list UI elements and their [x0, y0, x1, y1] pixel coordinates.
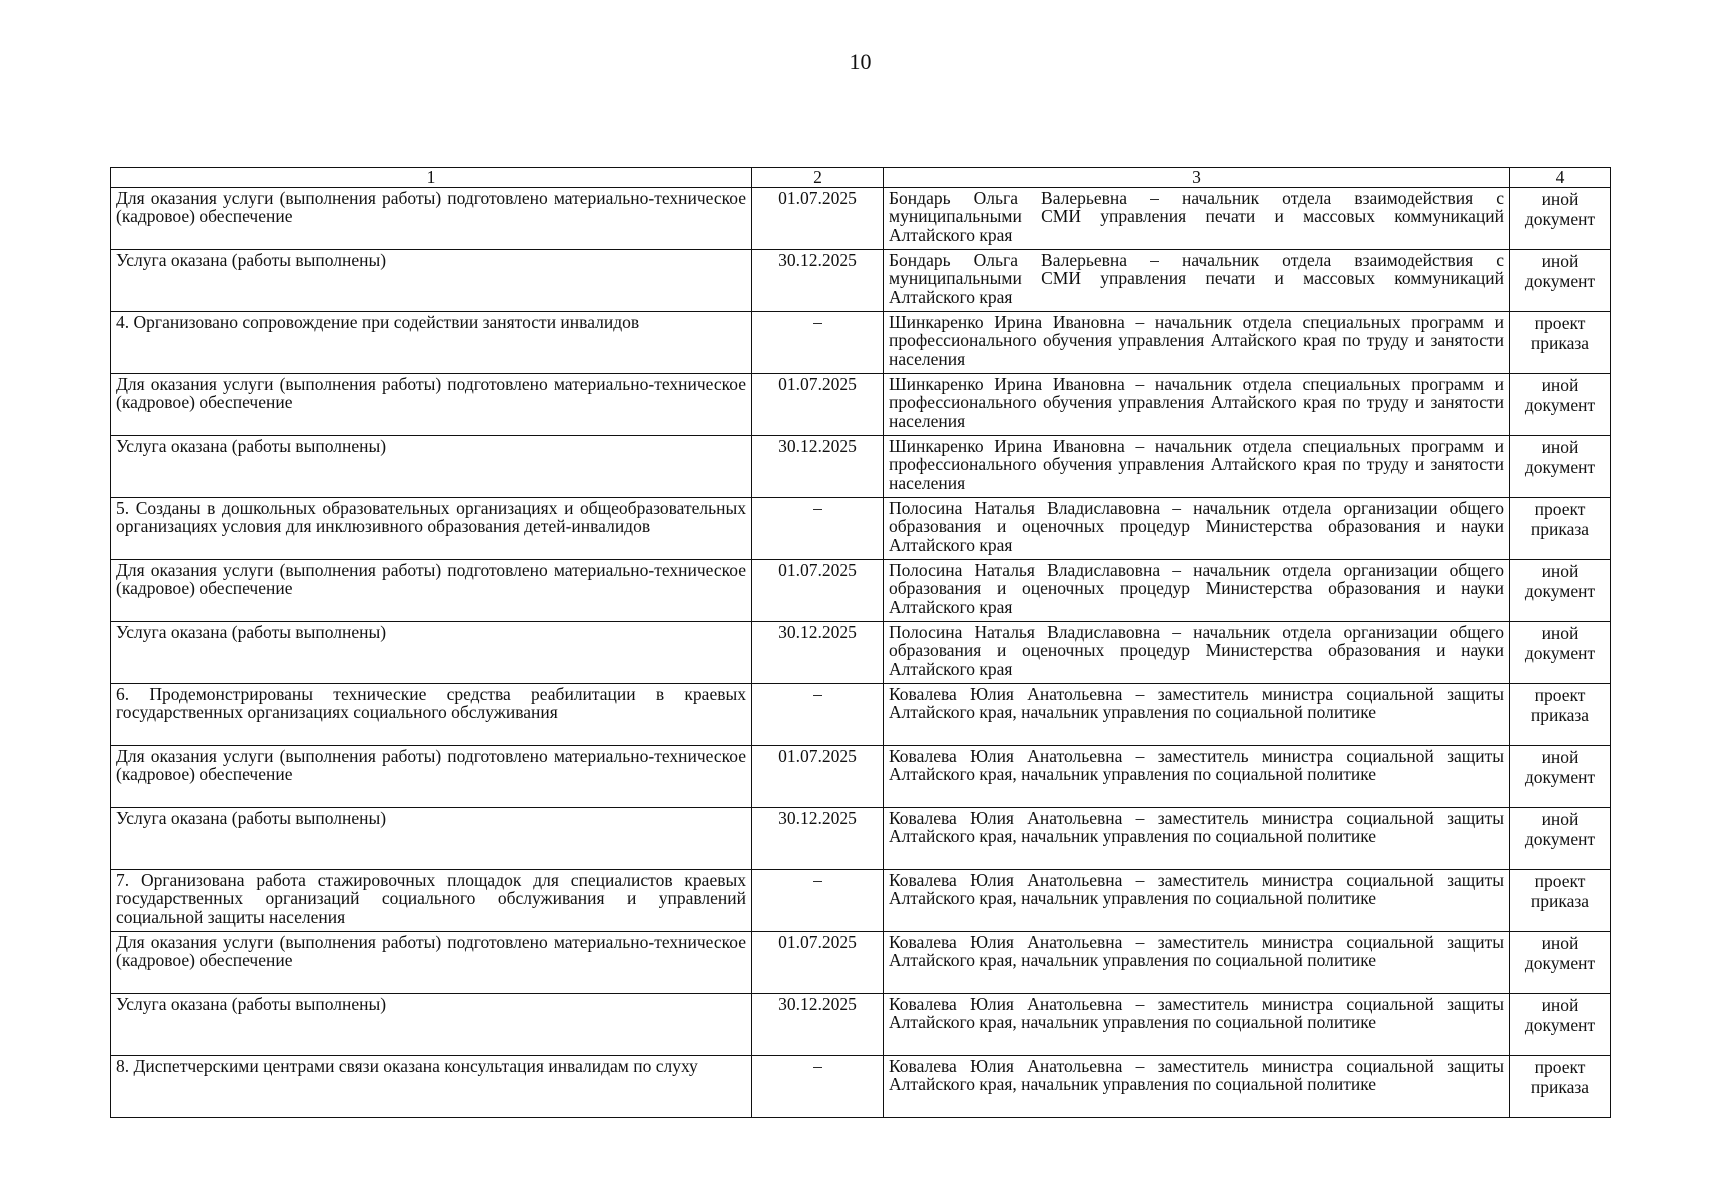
document-type-line: иной: [1541, 808, 1579, 829]
task-cell: Услуга оказана (работы выполнены): [111, 435, 752, 497]
date-cell: –: [752, 1055, 884, 1117]
column-header-1: 1: [111, 168, 752, 188]
responsible-cell: Полосина Наталья Владиславовна – начальник отдела организации общего образования и оценочных процедур Министерства образования и науки Алтайского края: [884, 497, 1510, 559]
responsible-cell: Полосина Наталья Владиславовна – начальник отдела организации общего образования и оценочных процедур Министерства образования и науки Алтайского края: [884, 621, 1510, 683]
page-number: 10: [849, 49, 872, 74]
date-cell: 30.12.2025: [752, 435, 884, 497]
responsible-cell: Шинкаренко Ирина Ивановна – начальник отдела специальных программ и профессионального обучения управления Алтайского края по труду и занятости населения: [884, 435, 1510, 497]
task-cell: 6. Продемонстрированы технические средства реабилитации в краевых государственных организациях социального обслуживания: [111, 683, 752, 745]
responsible-cell: Шинкаренко Ирина Ивановна – начальник отдела специальных программ и профессионального обучения управления Алтайского края по труду и занятости населения: [884, 311, 1510, 373]
document-type-cell: [1510, 559, 1611, 621]
responsible-cell: Полосина Наталья Владиславовна – начальник отдела организации общего образования и оценочных процедур Министерства образования и науки Алтайского края: [884, 559, 1510, 621]
date-cell: –: [752, 683, 884, 745]
task-cell: Для оказания услуги (выполнения работы) подготовлено материально-техническое (кадровое) обеспечение: [111, 931, 752, 993]
document-type-line: иной: [1541, 622, 1579, 643]
document-type-cell: [1510, 311, 1611, 373]
document-type-line: документ: [1524, 952, 1596, 973]
table-row: [111, 373, 1611, 435]
document-type-cell: [1510, 187, 1611, 249]
task-cell: 7. Организована работа стажировочных площадок для специалистов краевых государственных организаций социального обслуживания и управлений социальной защиты населения: [111, 869, 752, 931]
date-cell: –: [752, 497, 884, 559]
date-cell: 01.07.2025: [752, 373, 884, 435]
document-type-line: документ: [1524, 580, 1596, 601]
column-header-4: 4: [1510, 168, 1611, 188]
document-type-line: документ: [1524, 208, 1596, 229]
date-cell: 30.12.2025: [752, 621, 884, 683]
date-cell: 30.12.2025: [752, 249, 884, 311]
date-cell: 01.07.2025: [752, 931, 884, 993]
document-type-cell: [1510, 931, 1611, 993]
document-type-line: иной: [1541, 436, 1579, 457]
responsible-cell: Ковалева Юлия Анатольевна – заместитель министра социальной защиты Алтайского края, начальник управления по социальной политике: [884, 683, 1510, 745]
document-type-line: иной: [1541, 932, 1579, 953]
document-type-cell: [1510, 993, 1611, 1055]
table-row: [111, 683, 1611, 745]
table-header-row: [111, 168, 1611, 188]
date-cell: 01.07.2025: [752, 187, 884, 249]
date-cell: 30.12.2025: [752, 993, 884, 1055]
responsible-cell: Шинкаренко Ирина Ивановна – начальник отдела специальных программ и профессионального обучения управления Алтайского края по труду и занятости населения: [884, 373, 1510, 435]
date-cell: 01.07.2025: [752, 559, 884, 621]
table-row: [111, 807, 1611, 869]
date-cell: –: [752, 869, 884, 931]
column-header-3: 3: [884, 168, 1510, 188]
document-type-line: проект: [1534, 870, 1586, 891]
task-cell: Для оказания услуги (выполнения работы) подготовлено материально-техническое (кадровое) обеспечение: [111, 559, 752, 621]
document-type-line: проект: [1534, 498, 1586, 519]
document-type-line: иной: [1541, 188, 1579, 209]
responsible-cell: Ковалева Юлия Анатольевна – заместитель министра социальной защиты Алтайского края, начальник управления по социальной политике: [884, 807, 1510, 869]
document-type-cell: [1510, 683, 1611, 745]
task-cell: Услуга оказана (работы выполнены): [111, 807, 752, 869]
task-cell: Для оказания услуги (выполнения работы) подготовлено материально-техническое (кадровое) обеспечение: [111, 187, 752, 249]
column-header-2: 2: [752, 168, 884, 188]
task-cell: Для оказания услуги (выполнения работы) подготовлено материально-техническое (кадровое) обеспечение: [111, 373, 752, 435]
document-type-line: приказа: [1530, 332, 1590, 353]
table-row: [111, 745, 1611, 807]
table-row: [111, 311, 1611, 373]
task-cell: 4. Организовано сопровождение при содействии занятости инвалидов: [111, 311, 752, 373]
document-type-line: документ: [1524, 1014, 1596, 1035]
responsible-cell: Ковалева Юлия Анатольевна – заместитель министра социальной защиты Алтайского края, начальник управления по социальной политике: [884, 993, 1510, 1055]
document-type-line: документ: [1524, 456, 1596, 477]
table-row: [111, 435, 1611, 497]
document-type-cell: [1510, 1055, 1611, 1117]
task-cell: 8. Диспетчерскими центрами связи оказана консультация инвалидам по слуху: [111, 1055, 752, 1117]
responsible-cell: Бондарь Ольга Валерьевна – начальник отдела взаимодействия с муниципальными СМИ управления печати и массовых коммуникаций Алтайского края: [884, 249, 1510, 311]
date-cell: 30.12.2025: [752, 807, 884, 869]
document-type-line: проект: [1534, 684, 1586, 705]
document-type-line: документ: [1524, 766, 1596, 787]
document-type-cell: [1510, 249, 1611, 311]
date-cell: –: [752, 311, 884, 373]
responsible-cell: Ковалева Юлия Анатольевна – заместитель министра социальной защиты Алтайского края, начальник управления по социальной политике: [884, 931, 1510, 993]
document-type-cell: [1510, 435, 1611, 497]
table-row: [111, 1055, 1611, 1117]
responsible-cell: Бондарь Ольга Валерьевна – начальник отдела взаимодействия с муниципальными СМИ управления печати и массовых коммуникаций Алтайского края: [884, 187, 1510, 249]
document-type-cell: [1510, 869, 1611, 931]
document-type-line: документ: [1524, 642, 1596, 663]
table-body: [111, 187, 1611, 1117]
document-type-cell: [1510, 373, 1611, 435]
table-row: [111, 621, 1611, 683]
table-row: [111, 869, 1611, 931]
table-row: [111, 993, 1611, 1055]
document-type-line: приказа: [1530, 518, 1590, 539]
document-type-line: приказа: [1530, 704, 1590, 725]
responsible-cell: Ковалева Юлия Анатольевна – заместитель министра социальной защиты Алтайского края, начальник управления по социальной политике: [884, 745, 1510, 807]
document-type-cell: [1510, 807, 1611, 869]
document-type-line: проект: [1534, 312, 1586, 333]
document-type-cell: [1510, 621, 1611, 683]
document-type-line: документ: [1524, 394, 1596, 415]
document-type-line: приказа: [1530, 890, 1590, 911]
task-cell: Услуга оказана (работы выполнены): [111, 993, 752, 1055]
document-type-line: иной: [1541, 560, 1579, 581]
table-row: [111, 931, 1611, 993]
document-type-line: документ: [1524, 828, 1596, 849]
document-type-cell: [1510, 745, 1611, 807]
table-row: [111, 559, 1611, 621]
task-cell: Для оказания услуги (выполнения работы) подготовлено материально-техническое (кадровое) обеспечение: [111, 745, 752, 807]
table-row: [111, 187, 1611, 249]
table-row: [111, 249, 1611, 311]
responsible-cell: Ковалева Юлия Анатольевна – заместитель министра социальной защиты Алтайского края, начальник управления по социальной политике: [884, 1055, 1510, 1117]
date-cell: 01.07.2025: [752, 745, 884, 807]
task-cell: Услуга оказана (работы выполнены): [111, 249, 752, 311]
document-type-line: проект: [1534, 1056, 1586, 1077]
document-type-line: иной: [1541, 746, 1579, 767]
document-type-line: иной: [1541, 374, 1579, 395]
responsible-cell: Ковалева Юлия Анатольевна – заместитель министра социальной защиты Алтайского края, начальник управления по социальной политике: [884, 869, 1510, 931]
document-type-line: приказа: [1530, 1076, 1590, 1097]
document-type-line: иной: [1541, 994, 1579, 1015]
task-cell: Услуга оказана (работы выполнены): [111, 621, 752, 683]
document-type-cell: [1510, 497, 1611, 559]
document-type-line: документ: [1524, 270, 1596, 291]
plan-table: [110, 167, 1611, 1118]
document-type-line: иной: [1541, 250, 1579, 271]
task-cell: 5. Созданы в дошкольных образовательных организациях и общеобразовательных организациях условия для инклюзивного образования детей-инвалидов: [111, 497, 752, 559]
table-row: [111, 497, 1611, 559]
